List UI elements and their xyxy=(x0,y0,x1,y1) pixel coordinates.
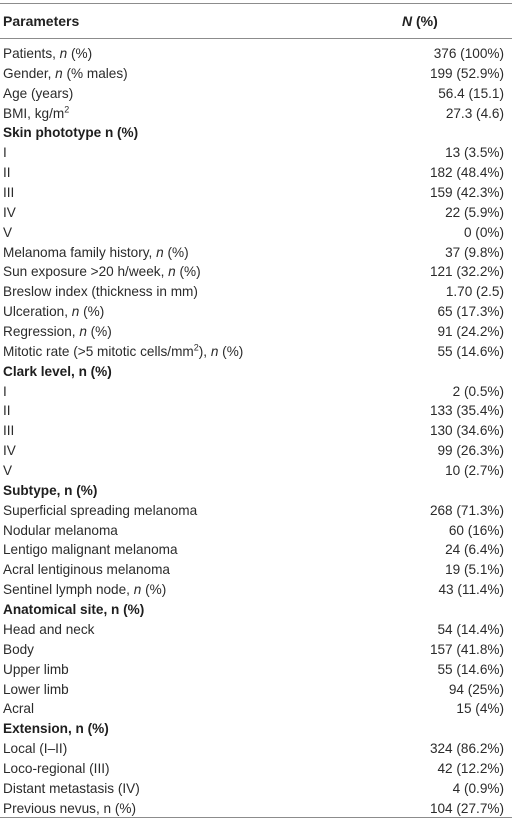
row-label-part: n xyxy=(133,582,142,598)
row-label xyxy=(0,382,7,402)
row-label xyxy=(0,620,94,640)
row-label-part: n xyxy=(79,324,87,340)
header-n-italic: N xyxy=(402,13,413,29)
row-label-part: n xyxy=(168,264,176,280)
table-row xyxy=(0,461,512,481)
row-label-part: (%) xyxy=(175,264,201,280)
row-value: 24 (6.4%) xyxy=(445,542,504,558)
row-label-part: 2 xyxy=(64,104,70,115)
row-label-part: n xyxy=(156,244,164,260)
row-label-part: Local (I–II) xyxy=(3,741,68,757)
row-label xyxy=(0,223,12,243)
row-label-part: (%) xyxy=(79,304,105,320)
row-value: 159 (42.3%) xyxy=(429,185,504,201)
row-value: 104 (27.7%) xyxy=(429,800,504,816)
row-label xyxy=(0,183,14,203)
table-row xyxy=(0,699,512,719)
table-body xyxy=(0,44,512,819)
row-label-part: BMI, kg/m xyxy=(3,105,65,121)
row-label-part: Upper limb xyxy=(3,661,69,677)
row-label-part: Ulceration, xyxy=(3,304,72,320)
table-row xyxy=(0,779,512,799)
row-label-part: n xyxy=(71,304,80,320)
table-row xyxy=(0,183,512,203)
row-label-part: II xyxy=(3,403,11,419)
row-label xyxy=(0,501,197,521)
row-label-part: III xyxy=(3,185,15,201)
row-label-part: Clark level, n (%) xyxy=(3,363,112,379)
table-row xyxy=(0,302,512,322)
row-value: 19 (5.1%) xyxy=(445,562,504,578)
row-label xyxy=(0,799,136,819)
row-label-part: Anatomical site, n (%) xyxy=(3,602,145,618)
table-header-rule xyxy=(0,38,512,39)
table-row xyxy=(0,799,512,819)
row-label-part: Sun exposure >20 h/week, xyxy=(3,264,169,280)
table-row xyxy=(0,342,512,362)
row-value: 37 (9.8%) xyxy=(445,244,504,260)
table-row xyxy=(0,660,512,680)
row-value: 42 (12.2%) xyxy=(437,760,504,776)
table-row xyxy=(0,282,512,302)
section-header-row xyxy=(0,600,512,620)
section-label xyxy=(0,123,138,143)
table-row xyxy=(0,441,512,461)
row-value: 4 (0.9%) xyxy=(452,780,504,796)
table-row xyxy=(0,521,512,541)
row-label xyxy=(0,699,34,719)
table-row xyxy=(0,580,512,600)
row-label-part: Age (years) xyxy=(3,85,74,101)
table-row xyxy=(0,262,512,282)
row-label-part: Head and neck xyxy=(3,621,95,637)
table-row xyxy=(0,501,512,521)
table-row xyxy=(0,401,512,421)
table-row xyxy=(0,84,512,104)
row-value: 133 (35.4%) xyxy=(429,403,504,419)
table-row xyxy=(0,44,512,64)
row-label-part: IV xyxy=(3,204,16,220)
row-label xyxy=(0,84,73,104)
row-label xyxy=(0,680,69,700)
row-label xyxy=(0,560,170,580)
row-label-part: Lower limb xyxy=(3,681,69,697)
row-value: 0 (0%) xyxy=(463,224,504,240)
row-label-part: Acral xyxy=(3,701,34,717)
table-row xyxy=(0,640,512,660)
row-label xyxy=(0,739,67,759)
header-n-percent xyxy=(402,13,512,29)
table-row xyxy=(0,540,512,560)
table-row xyxy=(0,382,512,402)
row-value: 130 (34.6%) xyxy=(429,423,504,439)
row-label xyxy=(0,401,11,421)
row-label-part: Extension, n (%) xyxy=(3,721,109,737)
table-row xyxy=(0,223,512,243)
row-value: 91 (24.2%) xyxy=(437,324,504,340)
row-label xyxy=(0,203,16,223)
row-label xyxy=(0,421,14,441)
row-label xyxy=(0,104,69,124)
row-label-part: Body xyxy=(3,641,34,657)
row-label-part: (% males) xyxy=(62,65,128,81)
table-row xyxy=(0,243,512,263)
row-label-part: V xyxy=(3,463,13,479)
row-label-part: Sentinel lymph node, xyxy=(3,582,134,598)
row-label xyxy=(0,461,12,481)
row-value: 182 (48.4%) xyxy=(429,165,504,181)
row-value: 55 (14.6%) xyxy=(437,343,504,359)
row-value: 1.70 (2.5) xyxy=(445,284,504,300)
row-label-part: n xyxy=(210,343,219,359)
row-label-part: Skin phototype n (%) xyxy=(3,125,139,141)
table-row xyxy=(0,620,512,640)
row-value: 13 (3.5%) xyxy=(445,145,504,161)
row-value: 54 (14.4%) xyxy=(437,621,504,637)
row-label xyxy=(0,540,178,560)
row-label xyxy=(0,163,11,183)
row-value: 121 (32.2%) xyxy=(429,264,504,280)
row-value: 99 (26.3%) xyxy=(437,443,504,459)
section-header-row xyxy=(0,481,512,501)
row-label-part: I xyxy=(3,383,7,399)
table-row xyxy=(0,739,512,759)
row-label xyxy=(0,521,118,541)
row-label-part: 2 xyxy=(193,342,199,353)
row-label-part: Lentigo malignant melanoma xyxy=(3,542,178,558)
row-label xyxy=(0,243,189,263)
table-row xyxy=(0,680,512,700)
row-value: 60 (16%) xyxy=(448,522,504,538)
section-header-row xyxy=(0,123,512,143)
row-label-part: Acral lentiginous melanoma xyxy=(3,562,170,578)
section-label xyxy=(0,600,144,620)
row-label-part: Loco-regional (III) xyxy=(3,760,110,776)
row-label-part: n xyxy=(59,46,68,61)
row-label-part: Gender, xyxy=(3,65,56,81)
table-row xyxy=(0,560,512,580)
row-label-part: Previous nevus, n (%) xyxy=(3,800,136,816)
row-label-part: (%) xyxy=(218,343,244,359)
section-label xyxy=(0,481,97,501)
section-header-row xyxy=(0,362,512,382)
table-header xyxy=(0,4,512,38)
row-label-part: II xyxy=(3,165,11,181)
row-value: 2 (0.5%) xyxy=(452,383,504,399)
row-label-part: Superficial spreading melanoma xyxy=(3,502,198,518)
row-label-part: Melanoma family history, xyxy=(3,244,157,260)
table-row xyxy=(0,64,512,84)
row-value: 324 (86.2%) xyxy=(429,741,504,757)
row-label-part: Mitotic rate (>5 mitotic cells/mm xyxy=(3,343,194,359)
row-value: 27.3 (4.6) xyxy=(445,105,504,121)
row-label-part: Nodular melanoma xyxy=(3,522,118,538)
row-value: 56.4 (15.1) xyxy=(438,85,504,101)
row-label-part: ), xyxy=(198,343,211,359)
row-value: 43 (11.4%) xyxy=(438,582,504,598)
row-label xyxy=(0,759,110,779)
row-label xyxy=(0,143,7,163)
row-value: 268 (71.3%) xyxy=(429,502,504,518)
table-row xyxy=(0,421,512,441)
row-label-part: (%) xyxy=(163,244,189,260)
row-label-part: III xyxy=(3,423,15,439)
section-label xyxy=(0,719,109,739)
row-value: 65 (17.3%) xyxy=(437,304,504,320)
row-label-part: IV xyxy=(3,443,16,459)
table-row xyxy=(0,143,512,163)
section-label xyxy=(0,362,112,382)
row-label xyxy=(0,64,128,84)
table-row xyxy=(0,104,512,124)
row-label-part: (%) xyxy=(86,324,112,340)
row-value: 55 (14.6%) xyxy=(437,661,504,677)
section-header-row xyxy=(0,719,512,739)
table-row xyxy=(0,759,512,779)
row-label-part: (%) xyxy=(67,46,93,61)
row-value: 199 (52.9%) xyxy=(429,65,504,81)
row-label xyxy=(0,441,16,461)
header-parameters: Parameters xyxy=(3,13,80,29)
row-label xyxy=(0,580,166,600)
row-label xyxy=(0,342,243,362)
row-label xyxy=(0,660,69,680)
row-value: 10 (2.7%) xyxy=(445,463,504,479)
row-label xyxy=(0,302,104,322)
row-label-part: Breslow index (thickness in mm) xyxy=(3,284,198,300)
table-row xyxy=(0,322,512,342)
table-row xyxy=(0,203,512,223)
row-label-part: n xyxy=(55,65,63,81)
row-label xyxy=(0,322,112,342)
row-value: 376 (100%) xyxy=(433,46,504,61)
row-label xyxy=(0,779,140,799)
row-value: 15 (4%) xyxy=(456,701,504,717)
row-value: 22 (5.9%) xyxy=(445,204,504,220)
row-label-part: V xyxy=(3,224,13,240)
row-label xyxy=(0,262,201,282)
row-value: 157 (41.8%) xyxy=(429,641,504,657)
row-value: 94 (25%) xyxy=(448,681,504,697)
row-label-part: Regression, xyxy=(3,324,80,340)
table-row xyxy=(0,163,512,183)
row-label xyxy=(0,44,92,64)
row-label-part: I xyxy=(3,145,7,161)
row-label xyxy=(0,282,198,302)
row-label-part: Patients, xyxy=(3,46,60,61)
row-label xyxy=(0,640,34,660)
header-n-rest: (%) xyxy=(412,13,438,29)
row-label-part: Distant metastasis (IV) xyxy=(3,780,140,796)
row-label-part: (%) xyxy=(141,582,167,598)
row-label-part: Subtype, n (%) xyxy=(3,482,98,498)
